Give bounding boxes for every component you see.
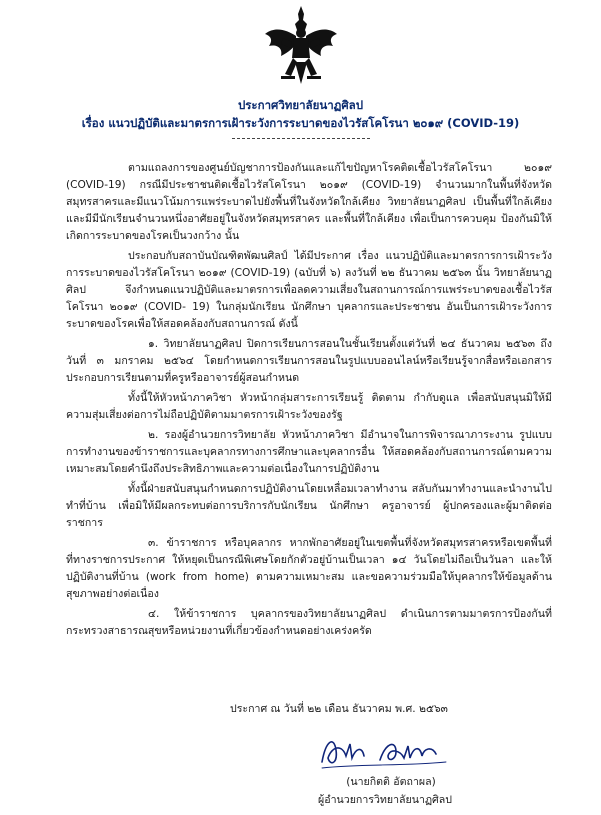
issue-date: ประกาศ ณ วันที่ ๒๒ เดือน ธันวาคม พ.ศ. ๒๕๖๓ [230, 703, 448, 715]
measure-item-3: ๓. ข้าราชการ หรือบุคลากร หากพักอาศัยอยู่ในเขตพื้นที่จังหวัดสมุทรสาครหรือเขตพื้นที่ที่ทางราชการประกาศ ให้หยุดเป็นกรณีพิเศษโดยกักตัวอยู่บ้านเป็นเวลา ๑๔ วันโดยไม่ถือเป็นวันลา และให้ปฏิบัติงานที่บ้าน (work from home) ตามความเหมาะสม และขอความร่วมมือให้บุคลากรให้ข้อมูลด้านสุขภาพอย่างต่อเนื่อง [66, 537, 552, 600]
garuda-emblem-icon [263, 4, 339, 90]
divider [232, 138, 370, 139]
announcement-subject: เรื่อง แนวปฏิบัติและมาตรการเฝ้าระวังการระบาดของไวรัสโคโรนา ๒๐๑๙ (COVID-19) [81, 116, 520, 130]
measure-item-1: ๑. วิทยาลัยนาฏศิลป ปิดการเรียนการสอนในชั้นเรียนตั้งแต่วันที่ ๒๔ ธันวาคม ๒๕๖๓ ถึงวันที่ ๓ มกราคม ๒๕๖๔ โดยกำหนดการเรียนการสอนในรูปแบบออนไลน์หรือเรียนรู้จากสื่อหรือเอกสารประกอบการเรียนตามที่ครูหรืออาจารย์ผู้สอนกำหนด [66, 338, 552, 384]
handwritten-signature [316, 730, 456, 772]
measure-item-4: ๔. ให้ข้าราชการ บุคลากรของวิทยาลัยนาฏศิลป ดำเนินการตามมาตรการป้องกันที่กระทรวงสาธารณสุขหรือหน่วยงานที่เกี่ยวข้องกำหนดอย่างเคร่งครัด [66, 608, 552, 637]
intro-paragraph-2: ประกอบกับสถาบันบัณฑิตพัฒนศิลป์ ได้มีประกาศ เรื่อง แนวปฏิบัติและมาตรการการเฝ้าระวังการระบาดของไวรัสโคโรนา ๒๐๑๙ (COVID-19) (ฉบับที่ ๖) ลงวันที่ ๒๒ ธันวาคม ๒๕๖๓ นั้น วิทยาลัยนาฏศิลป จึงกำหนดแนวปฏิบัติและมาตรการเพื่อลดความเสี่ยงในสถานการณ์การแพร่ระบาดของเชื้อไวรัสโคโรนา ๒๐๑๙ (COVID- 19) ในกลุ่มนักเรียน นักศึกษา บุคลากรและประชาชน อันเป็นการเฝ้าระวังการระบาดของโรคเพื่อให้สอดคล้องกับสถานการณ์ ดังนี้ [66, 250, 552, 330]
measure-item-1-note: ทั้งนี้ให้หัวหน้าภาควิชา หัวหน้ากลุ่มสาระการเรียนรู้ ติดตาม กำกับดูแล เพื่อสนับสนุนมิให้มีความสุ่มเสี่ยงต่อการไม่ถือปฏิบัติตามมาตรการเฝ้าระวังของรัฐ [66, 392, 552, 421]
intro-paragraph-1: ตามแถลงการของศูนย์บัญชาการป้องกันและแก้ไขปัญหาโรคติดเชื้อไวรัสโคโรนา ๒๐๑๙ (COVID-19) กรณีมีประชาชนติดเชื้อไวรัสโคโรนา ๒๐๑๙ (COVID-19) จำนวนมากในพื้นที่จังหวัดสมุทรสาครและมีแนวโน้มการแพร่ระบาดไปยังพื้นที่ในจังหวัดใกล้เคียง วิทยาลัยนาฏศิลป เป็นพื้นที่ใกล้เคียง และมีมีนักเรียนจำนวนหนึ่งอาศัยอยู่ในจังหวัดสมุทรสาคร และพื้นที่ใกล้เคียง เพื่อเป็นการควบคุม ป้องกันมิให้เกิดการระบาดของโรคเป็นวงกว้าง นั้น [66, 162, 552, 242]
signer-name: (นายกิตติ อัตถาผล) [346, 776, 436, 788]
measure-item-2: ๒. รองผู้อำนวยการวิทยาลัย หัวหน้าภาควิชา มีอำนาจในการพิจารณาภาระงาน รูปแบบการทำงานของข้าราชการและบุคลากรทางการศึกษาและบุคลากรอื่น ให้สอดคล้องกับสถานการณ์ตามความเหมาะสมโดยคำนึงถึงประสิทธิภาพและความต่อเนื่องในการปฏิบัติงาน [66, 429, 552, 475]
announcement-title: ประกาศวิทยาลัยนาฏศิลป [237, 98, 364, 112]
announcement-body [66, 160, 552, 643]
signer-position: ผู้อำนวยการวิทยาลัยนาฏศิลป [318, 794, 452, 806]
measure-item-2-note: ทั้งนี้ฝ่ายสนับสนุนกำหนดการปฏิบัติงานโดยเหลื่อมเวลาทำงาน สลับกันมาทำงานและนำงานไปทำที่บ้าน เพื่อมิให้มีผลกระทบต่อการบริการกับนักเรียน นักศึกษา ครูอาจารย์ ผู้ปกครองและผู้มาติดต่อราชการ [66, 483, 552, 529]
